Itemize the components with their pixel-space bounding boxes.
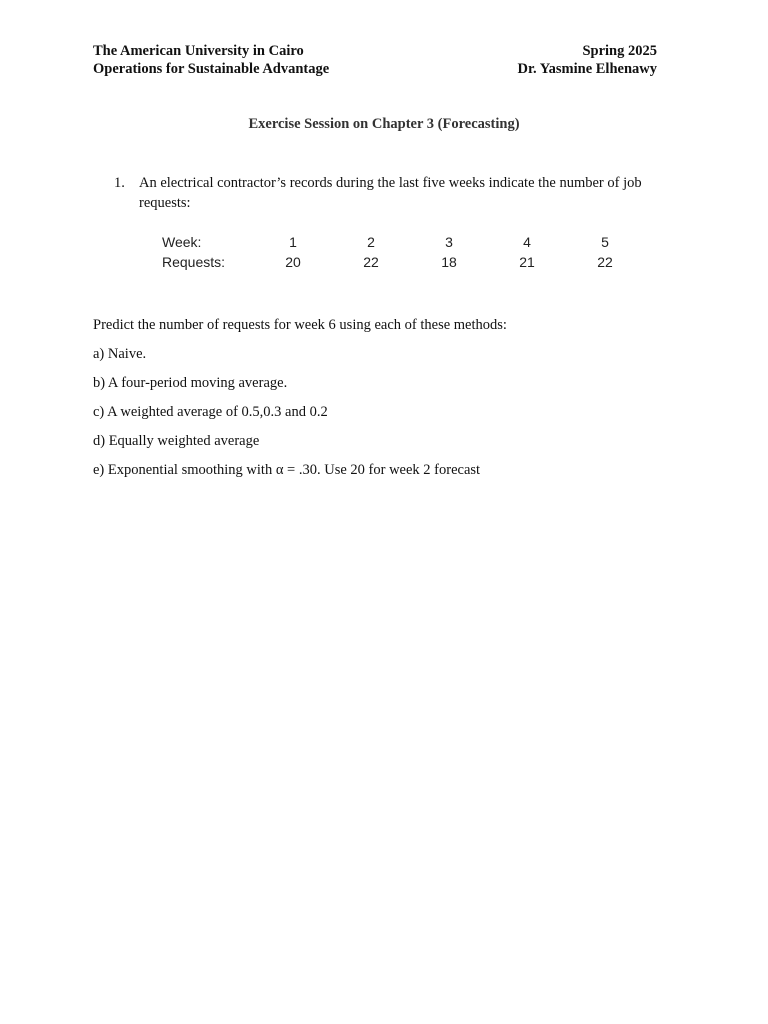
institution-name: The American University in Cairo [93, 43, 304, 59]
header-row-1 [93, 42, 657, 60]
week-cell: 2 [367, 234, 375, 250]
requests-row [162, 252, 644, 272]
week-cell: 1 [289, 234, 297, 250]
instructor-name: Dr. Yasmine Elhenawy [517, 61, 657, 77]
header-row-2 [93, 60, 657, 78]
instruction-text: Predict the number of requests for week 6 using each of these methods: [93, 317, 507, 333]
document-header [93, 42, 657, 78]
page-title: Exercise Session on Chapter 3 (Forecasting) [248, 116, 520, 132]
week-cell: 4 [523, 234, 531, 250]
question-text: An electrical contractor’s records during the last five weeks indicate the number of job requests: [139, 175, 642, 211]
method-list [93, 345, 480, 490]
question-1 [114, 174, 674, 213]
requests-label: Requests: [162, 254, 226, 270]
week-row [162, 232, 644, 252]
week-label: Week: [162, 234, 202, 250]
method-item: a) Naive. [93, 346, 147, 362]
requests-cell: 22 [363, 254, 379, 270]
requests-cell: 22 [597, 254, 613, 270]
week-cell: 5 [601, 234, 609, 250]
requests-cell: 21 [519, 254, 535, 270]
method-item: d) Equally weighted average [93, 433, 260, 449]
question-number: 1. [114, 175, 125, 191]
course-name: Operations for Sustainable Advantage [93, 61, 330, 77]
term-label: Spring 2025 [582, 43, 657, 59]
method-item: e) Exponential smoothing with α = .30. Use 20 for week 2 forecast [93, 462, 481, 478]
requests-table [162, 232, 644, 272]
requests-cell: 18 [441, 254, 457, 270]
method-item: c) A weighted average of 0.5,0.3 and 0.2 [93, 404, 328, 420]
method-item: b) A four-period moving average. [93, 375, 288, 391]
requests-cell: 20 [285, 254, 301, 270]
week-cell: 3 [445, 234, 453, 250]
